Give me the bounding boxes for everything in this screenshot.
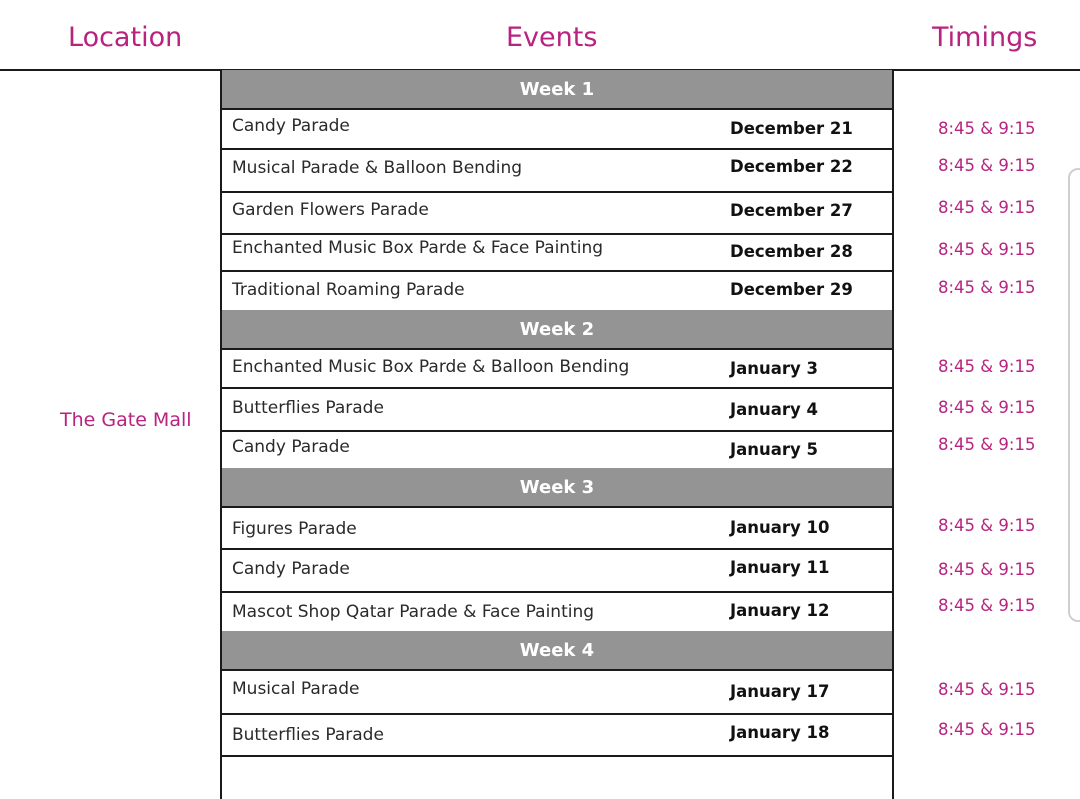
- event-time: 8:45 & 9:15: [938, 680, 1036, 699]
- events-column-right-border: [892, 70, 894, 799]
- row-divider: [222, 548, 892, 550]
- event-time: 8:45 & 9:15: [938, 720, 1036, 739]
- event-time: 8:45 & 9:15: [938, 278, 1036, 297]
- event-name: Garden Flowers Parade: [232, 200, 429, 220]
- event-date: January 10: [730, 518, 830, 537]
- event-name: Enchanted Music Box Parde & Face Painting: [232, 238, 604, 258]
- timings-header: Timings: [932, 22, 1038, 53]
- row-divider: [222, 148, 892, 150]
- event-name: Butterflies Parade: [232, 725, 384, 745]
- event-date: January 3: [730, 359, 819, 378]
- event-date: December 27: [730, 201, 853, 220]
- event-date: December 29: [730, 280, 853, 299]
- event-date: January 4: [730, 400, 819, 419]
- week-header: Week 4: [222, 631, 892, 669]
- week-header: Week 2: [222, 310, 892, 348]
- event-time: 8:45 & 9:15: [938, 240, 1036, 259]
- week-header: Week 3: [222, 468, 892, 506]
- event-name: Candy Parade: [232, 559, 350, 579]
- event-name: Traditional Roaming Parade: [232, 280, 465, 300]
- row-divider: [222, 713, 892, 715]
- event-name: Mascot Shop Qatar Parade & Face Painting: [232, 602, 595, 622]
- row-divider: [222, 591, 892, 593]
- location-name: The Gate Mall: [60, 409, 192, 431]
- location-header: Location: [68, 22, 183, 53]
- event-date: January 11: [730, 558, 830, 577]
- row-divider: [222, 755, 892, 757]
- row-divider: [222, 233, 892, 235]
- events-column-left-border: [220, 70, 222, 799]
- event-time: 8:45 & 9:15: [938, 398, 1036, 417]
- event-name: Butterflies Parade: [232, 398, 384, 418]
- event-time: 8:45 & 9:15: [938, 516, 1036, 535]
- side-panel-edge[interactable]: [1068, 168, 1080, 622]
- row-divider: [222, 348, 892, 350]
- row-divider: [222, 108, 892, 110]
- event-time: 8:45 & 9:15: [938, 198, 1036, 217]
- row-divider: [222, 506, 892, 508]
- event-date: January 5: [730, 440, 819, 459]
- event-date: January 12: [730, 601, 830, 620]
- event-date: December 28: [730, 242, 853, 261]
- event-time: 8:45 & 9:15: [938, 560, 1036, 579]
- event-name: Enchanted Music Box Parde & Balloon Bending: [232, 357, 630, 377]
- events-header: Events: [506, 22, 598, 53]
- event-name: Candy Parade: [232, 437, 350, 457]
- event-name: Musical Parade: [232, 679, 360, 699]
- row-divider: [222, 387, 892, 389]
- week-header: Week 1: [222, 70, 892, 108]
- event-time: 8:45 & 9:15: [938, 357, 1036, 376]
- event-date: December 21: [730, 119, 853, 138]
- row-divider: [222, 669, 892, 671]
- event-name: Musical Parade & Balloon Bending: [232, 158, 523, 178]
- event-time: 8:45 & 9:15: [938, 596, 1036, 615]
- event-time: 8:45 & 9:15: [938, 156, 1036, 175]
- event-date: January 17: [730, 682, 830, 701]
- row-divider: [222, 430, 892, 432]
- event-name: Candy Parade: [232, 116, 350, 136]
- event-time: 8:45 & 9:15: [938, 119, 1036, 138]
- event-date: December 22: [730, 157, 853, 176]
- event-date: January 18: [730, 723, 830, 742]
- row-divider: [222, 191, 892, 193]
- event-name: Figures Parade: [232, 519, 357, 539]
- row-divider: [222, 270, 892, 272]
- event-time: 8:45 & 9:15: [938, 435, 1036, 454]
